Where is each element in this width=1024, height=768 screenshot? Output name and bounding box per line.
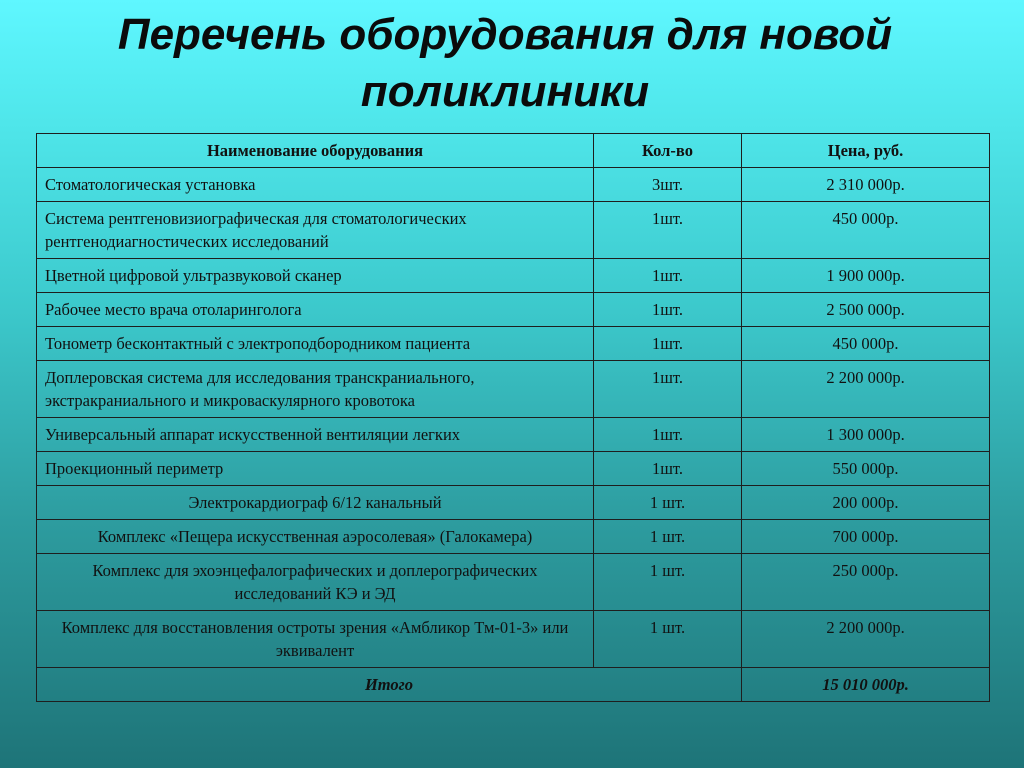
equipment-name-cell: Стоматологическая установка xyxy=(37,168,594,202)
price-cell: 700 000р. xyxy=(742,520,990,554)
price-cell: 450 000р. xyxy=(742,327,990,361)
table-row xyxy=(37,554,990,611)
quantity-cell: 1шт. xyxy=(594,452,742,486)
slide-title-line-2: поликлиники xyxy=(360,67,650,116)
total-label: Итого xyxy=(37,668,742,702)
table-row xyxy=(37,168,990,202)
table-row xyxy=(37,293,990,327)
table-row xyxy=(37,202,990,259)
total-row xyxy=(37,668,990,702)
quantity-cell: 1 шт. xyxy=(594,554,742,611)
price-cell: 550 000р. xyxy=(742,452,990,486)
equipment-name-cell: Электрокардиограф 6/12 канальный xyxy=(37,486,594,520)
column-header-name: Наименование оборудования xyxy=(37,134,594,168)
table-header-row xyxy=(37,134,990,168)
table-row xyxy=(37,418,990,452)
table-row xyxy=(37,452,990,486)
price-cell: 1 300 000р. xyxy=(742,418,990,452)
quantity-cell: 3шт. xyxy=(594,168,742,202)
price-cell: 2 200 000р. xyxy=(742,361,990,418)
slide-title-line-1: Перечень оборудования для новой xyxy=(117,10,893,59)
price-cell: 2 500 000р. xyxy=(742,293,990,327)
column-header-qty: Кол-во xyxy=(594,134,742,168)
equipment-name-cell: Рабочее место врача отоларинголога xyxy=(37,293,594,327)
quantity-cell: 1шт. xyxy=(594,361,742,418)
equipment-table xyxy=(36,133,990,702)
equipment-name-cell: Тонометр бесконтактный с электроподбородником пациента xyxy=(37,327,594,361)
equipment-name-cell: Комплекс «Пещера искусственная аэросолевая» (Галокамера) xyxy=(37,520,594,554)
equipment-name-cell: Проекционный периметр xyxy=(37,452,594,486)
table-row xyxy=(37,259,990,293)
price-cell: 250 000р. xyxy=(742,554,990,611)
total-price: 15 010 000р. xyxy=(742,668,990,702)
equipment-name-cell: Универсальный аппарат искусственной вентиляции легких xyxy=(37,418,594,452)
equipment-name-cell: Комплекс для восстановления остроты зрения «Амбликор Тм-01-3» или эквивалент xyxy=(37,611,594,668)
quantity-cell: 1шт. xyxy=(594,418,742,452)
equipment-name-cell: Система рентгеновизиографическая для стоматологических рентгенодиагностических исследований xyxy=(37,202,594,259)
quantity-cell: 1 шт. xyxy=(594,520,742,554)
quantity-cell: 1 шт. xyxy=(594,611,742,668)
table-row xyxy=(37,520,990,554)
quantity-cell: 1шт. xyxy=(594,327,742,361)
price-cell: 2 310 000р. xyxy=(742,168,990,202)
table-row xyxy=(37,486,990,520)
price-cell: 1 900 000р. xyxy=(742,259,990,293)
price-cell: 200 000р. xyxy=(742,486,990,520)
equipment-name-cell: Доплеровская система для исследования транскраниального, экстракраниального и микроваскулярного кровотока xyxy=(37,361,594,418)
table-row xyxy=(37,327,990,361)
quantity-cell: 1 шт. xyxy=(594,486,742,520)
quantity-cell: 1шт. xyxy=(594,293,742,327)
table-body xyxy=(37,168,990,668)
equipment-name-cell: Комплекс для эхоэнцефалографических и доплерографических исследований КЭ и ЭД xyxy=(37,554,594,611)
table-row xyxy=(37,611,990,668)
slide-title xyxy=(40,6,970,120)
column-header-price: Цена, руб. xyxy=(742,134,990,168)
quantity-cell: 1шт. xyxy=(594,259,742,293)
quantity-cell: 1шт. xyxy=(594,202,742,259)
price-cell: 450 000р. xyxy=(742,202,990,259)
price-cell: 2 200 000р. xyxy=(742,611,990,668)
equipment-name-cell: Цветной цифровой ультразвуковой сканер xyxy=(37,259,594,293)
table-row xyxy=(37,361,990,418)
